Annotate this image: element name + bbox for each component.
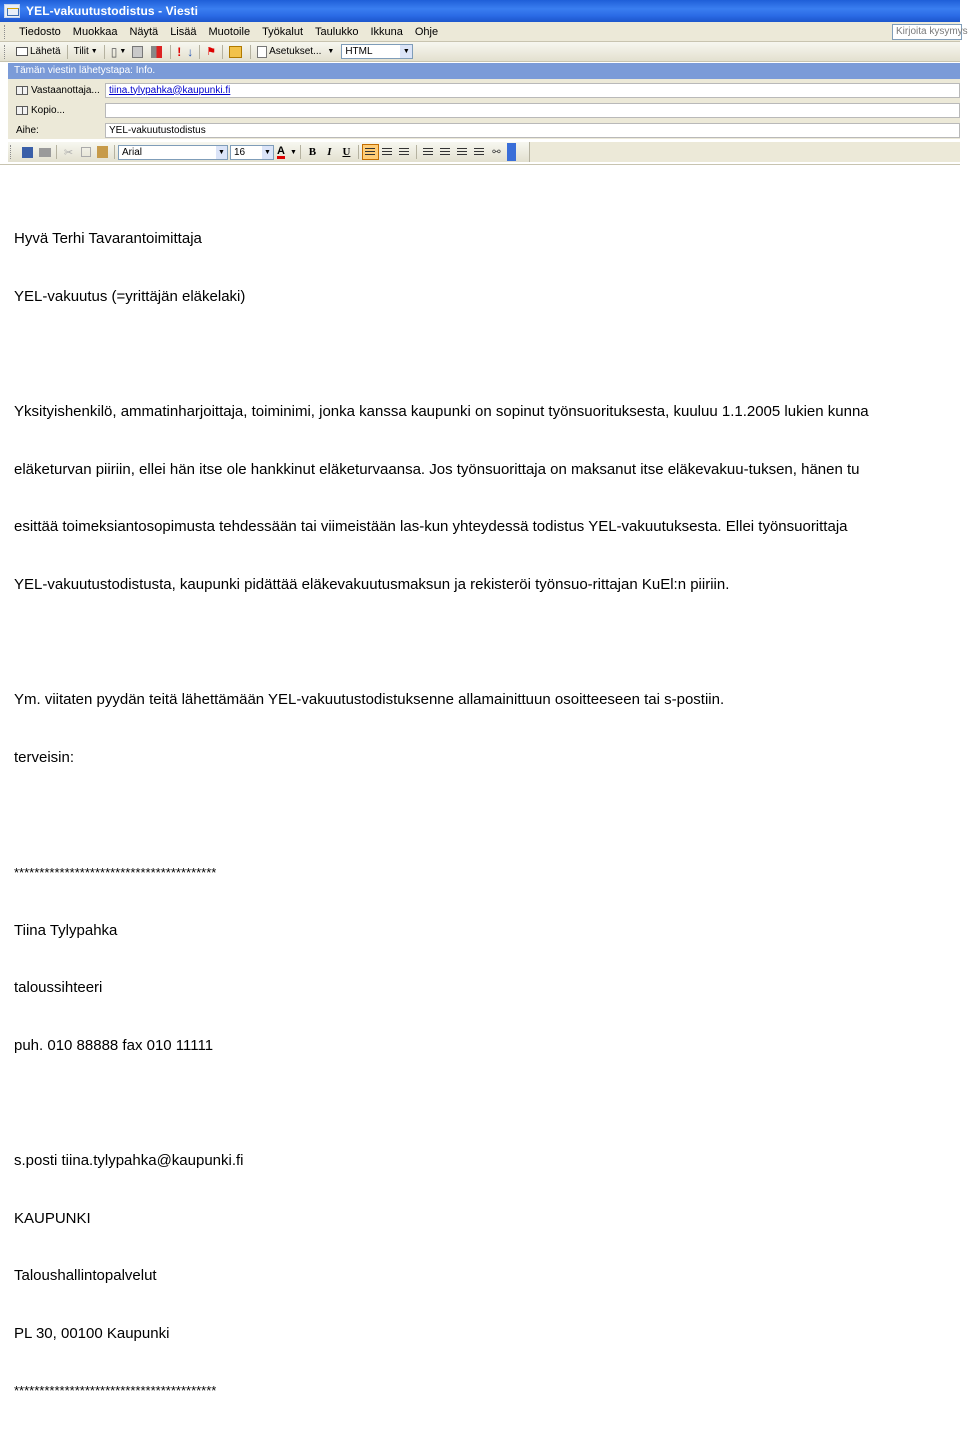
scissors-icon: ✂: [63, 146, 74, 159]
envelope-lock-icon: [229, 46, 242, 58]
align-right-button[interactable]: [396, 144, 413, 160]
address-book-icon: [16, 86, 28, 95]
body-line: Yksityishenkilö, ammatinharjoittaja, toiminimi, jonka kanssa kaupunki on sopinut työnsuorituksesta, kuuluu 1.1.2005 lukien kunna: [14, 403, 869, 421]
align-left-icon: [365, 148, 375, 157]
menu-nayta[interactable]: Näytä: [129, 25, 159, 38]
signature-organization: KAUPUNKI: [14, 1209, 91, 1227]
toolbar-separator: [300, 145, 301, 159]
toolbar-grip[interactable]: [4, 45, 7, 59]
standard-toolbar: [0, 42, 960, 62]
cc-field[interactable]: [105, 103, 960, 118]
message-headers: [8, 79, 960, 139]
body-line: [14, 1093, 974, 1112]
toolbar-separator: [358, 145, 359, 159]
accounts-label: Tilit: [73, 46, 89, 57]
send-button[interactable]: [13, 44, 64, 60]
toolbar-separator: [222, 45, 223, 59]
options-label: Asetukset...: [269, 46, 322, 57]
floppy-icon: [22, 147, 33, 158]
high-importance-button[interactable]: [174, 44, 184, 60]
help-question-input[interactable]: Kirjoita kysymys: [892, 24, 962, 40]
formatting-toolbar: [8, 142, 530, 162]
cut-button[interactable]: [60, 144, 77, 160]
body-line: eläketurvan piiriin, ellei hän itse ole hankkinut eläketurvaansa. Jos työnsuorittaja on maksanut itse eläkevakuu-tuksen, hänen tu: [14, 460, 860, 478]
signature-title: taloussihteeri: [14, 979, 103, 997]
font-color-icon: A: [277, 144, 285, 157]
permission-button[interactable]: [226, 44, 247, 60]
low-importance-button[interactable]: [184, 44, 196, 60]
address-book-button[interactable]: [129, 44, 148, 60]
signature-name: Tiina Tylypahka: [14, 921, 118, 939]
options-icon: [257, 46, 267, 58]
signature-separator: ****************************************: [14, 1383, 217, 1399]
chevron-down-icon[interactable]: ▼: [216, 146, 227, 159]
chevron-down-icon[interactable]: ▼: [327, 48, 335, 55]
toolbar-separator: [250, 45, 251, 59]
exclamation-icon: !: [177, 44, 182, 59]
signature-department: Taloushallintopalvelut: [14, 1267, 157, 1285]
toolbar-separator: [199, 45, 200, 59]
to-button[interactable]: [8, 85, 104, 96]
follow-up-flag-button[interactable]: [203, 44, 219, 60]
to-label: Vastaanottaja...: [31, 84, 100, 96]
copy-icon: [81, 147, 91, 157]
toolbar-separator: [416, 145, 417, 159]
align-center-button[interactable]: [379, 144, 396, 160]
message-text[interactable]: [14, 191, 974, 1439]
increase-indent-icon: [474, 148, 484, 157]
chevron-down-icon[interactable]: ▼: [290, 148, 297, 156]
attach-button[interactable]: [108, 44, 130, 60]
menu-muotoile[interactable]: Muotoile: [208, 25, 251, 38]
numbering-button[interactable]: [420, 144, 437, 160]
send-icon: [16, 47, 28, 56]
font-color-button[interactable]: [274, 144, 288, 160]
cc-label: Kopio...: [31, 104, 65, 116]
subject-field[interactable]: YEL-vakuutustodistus: [105, 123, 960, 138]
menu-tiedosto[interactable]: Tiedosto: [19, 25, 61, 38]
window-title: YEL-vakuutustodistus - Viesti: [26, 4, 199, 18]
signature-email: s.posti tiina.tylypahka@kaupunki.fi: [14, 1151, 244, 1169]
menu-ikkuna[interactable]: Ikkuna: [370, 25, 403, 38]
title-bar: [0, 0, 960, 22]
save-button[interactable]: [19, 144, 36, 160]
menu-muokkaa[interactable]: Muokkaa: [72, 25, 118, 38]
body-line: [14, 633, 974, 652]
toolbar-separator: [104, 45, 105, 59]
link-icon: ⚯: [492, 146, 501, 158]
printer-icon: [39, 148, 51, 157]
to-field[interactable]: [105, 83, 960, 98]
toolbar-separator: [170, 45, 171, 59]
font-size-value: 16: [234, 146, 246, 158]
signature-separator: ****************************************: [14, 864, 217, 880]
toolbar-separator: [56, 145, 57, 159]
address-book-icon: [132, 46, 143, 58]
font-name-value: Arial: [122, 146, 143, 158]
paste-button[interactable]: [94, 144, 111, 160]
align-center-icon: [382, 148, 392, 157]
body-line: esittää toimeksiantosopimusta tehdessään tai viimeistään las-kun yhteydessä todistus YEL-vakuutuksesta. Ellei työnsuorittaja: [14, 518, 848, 536]
signature-phone: puh. 010 88888 fax 010 11111: [14, 1036, 214, 1054]
flag-icon: ⚑: [206, 46, 217, 58]
numbered-list-icon: [423, 148, 433, 157]
copy-button[interactable]: [77, 144, 94, 160]
signature-address: PL 30, 00100 Kaupunki: [14, 1324, 170, 1342]
body-line: Hyvä Terhi Tavarantoimittaja: [14, 230, 202, 248]
toolbar-separator: [114, 145, 115, 159]
cc-row: [8, 101, 960, 119]
subject-label: Aihe:: [16, 124, 39, 136]
subject-row: [8, 121, 960, 139]
cc-button[interactable]: [8, 105, 104, 116]
align-right-icon: [399, 148, 409, 157]
body-line: Ym. viitaten pyydän teitä lähettämään YEL-vakuutustodistuksenne allamainittuun osoitteeseen tai s-postiin.: [14, 691, 725, 709]
menu-bar: [0, 22, 968, 42]
send-label: Lähetä: [30, 46, 61, 57]
check-names-icon: [151, 46, 162, 58]
print-button[interactable]: [36, 144, 53, 160]
menu-ohje[interactable]: Ohje: [414, 25, 439, 38]
body-line: YEL-vakuutustodistusta, kaupunki pidättää eläkevakuutusmaksun ja rekisteröi työnsuo-rittajan KuEl:n piiriin.: [14, 575, 730, 593]
message-format-select[interactable]: [341, 44, 413, 59]
message-body[interactable]: [0, 164, 960, 1399]
toolbar-separator: [67, 45, 68, 59]
decrease-indent-icon: [457, 148, 467, 157]
bold-button[interactable]: B: [308, 146, 317, 158]
envelope-icon: [4, 4, 20, 18]
font-size-select[interactable]: [230, 145, 274, 160]
chevron-down-icon[interactable]: ▼: [262, 146, 273, 159]
address-book-icon: [16, 106, 28, 115]
options-button[interactable]: [254, 44, 324, 60]
italic-button[interactable]: I: [327, 146, 332, 158]
increase-indent-button[interactable]: [471, 144, 488, 160]
to-row: [8, 81, 960, 99]
toolbar-grip[interactable]: [4, 25, 7, 39]
toolbar-background: [530, 142, 960, 162]
underline-button[interactable]: U: [342, 146, 351, 158]
toolbar-options-chevron-icon[interactable]: [507, 143, 516, 161]
menu-lisaa[interactable]: Lisää: [170, 25, 197, 38]
message-format-value: HTML: [345, 46, 373, 57]
insert-link-button[interactable]: [488, 144, 505, 160]
body-line: YEL-vakuutus (=yrittäjän eläkelaki): [14, 288, 246, 305]
align-left-button[interactable]: [362, 144, 379, 160]
clipboard-icon: [97, 146, 108, 158]
toolbar-grip[interactable]: [10, 145, 13, 159]
paperclip-icon: ▯: [110, 44, 118, 59]
chevron-down-icon: ▼: [90, 48, 98, 55]
decrease-indent-button[interactable]: [454, 144, 471, 160]
to-recipient[interactable]: tiina.tylypahka@kaupunki.fi: [109, 84, 231, 96]
bullets-button[interactable]: [437, 144, 454, 160]
font-name-select[interactable]: [118, 145, 228, 160]
menu-taulukko[interactable]: Taulukko: [315, 25, 359, 38]
body-line: [14, 345, 974, 364]
menu-tyokalut[interactable]: Työkalut: [262, 25, 304, 38]
body-line: [14, 805, 974, 824]
chevron-down-icon[interactable]: ▼: [400, 45, 412, 58]
check-names-button[interactable]: [148, 44, 167, 60]
accounts-button[interactable]: [71, 44, 101, 60]
bulleted-list-icon: [440, 148, 450, 157]
body-line: terveisin:: [14, 748, 75, 766]
chevron-down-icon: ▼: [119, 48, 127, 55]
arrow-down-icon: ↓: [187, 44, 194, 59]
info-bar: Tämän viestin lähetystapa: Info.: [8, 63, 960, 79]
